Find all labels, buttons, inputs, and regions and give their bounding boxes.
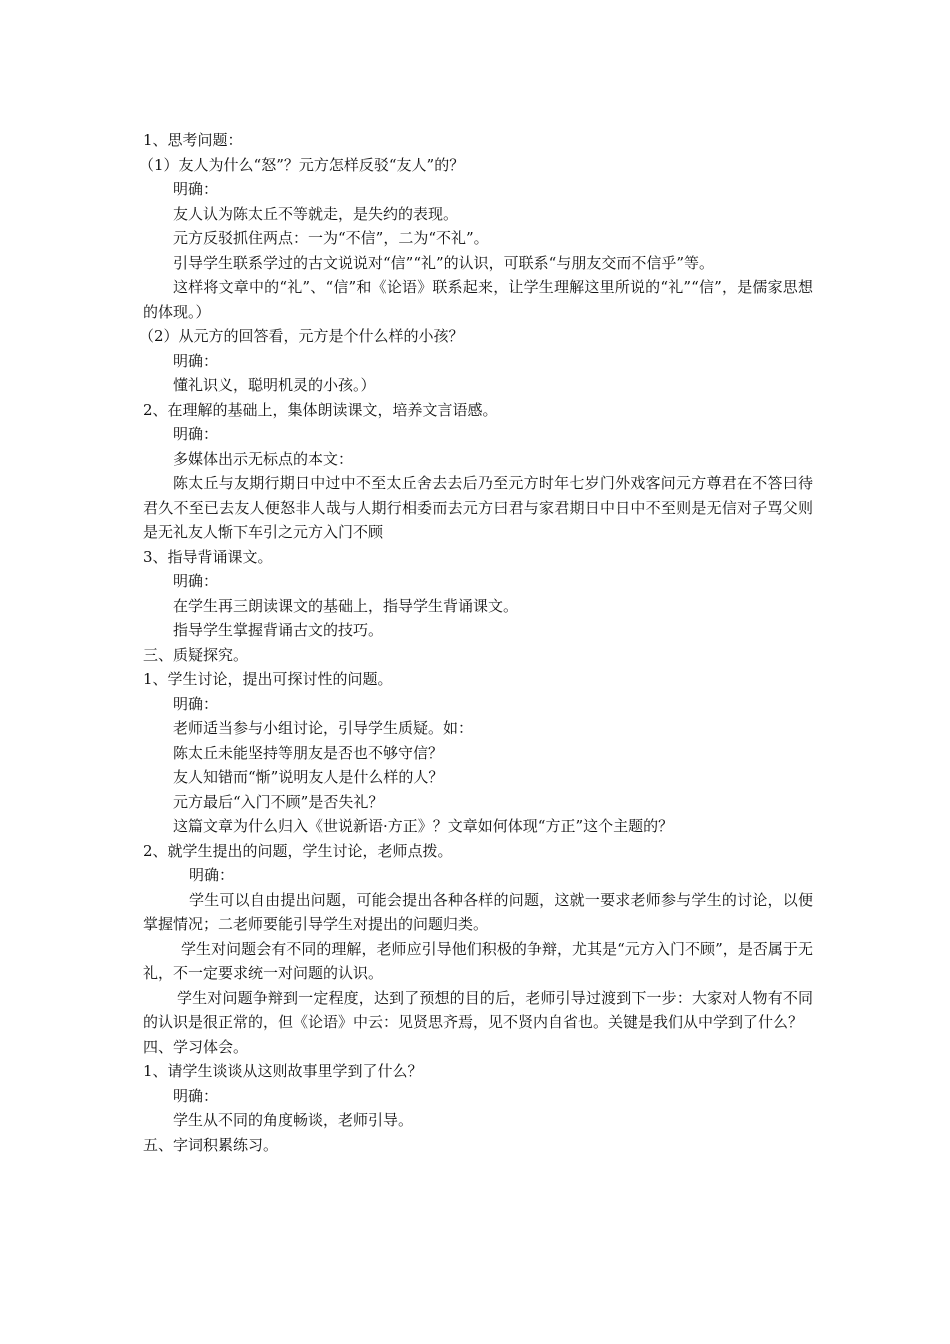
clarify-label: 明确： [173,572,219,590]
discussion-question: 元方最后“入门不顾”是否失礼？ [173,792,384,811]
heading-step-3: 3、指导背诵课文。 [143,547,273,566]
clarify-label: 明确： [173,425,219,443]
paragraph: 元方反驳抓住两点：一为“不信”，二为“不礼”。 [173,229,489,247]
discussion-question: 这篇文章为什么归入《世说新语·方正》？文章如何体现“方正”这个主题的？ [173,817,674,835]
heading-step-2: 2、在理解的基础上，集体朗读课文，培养文言语感。 [143,400,498,419]
lesson-text [139,128,813,1157]
paragraph: 在学生再三朗读课文的基础上，指导学生背诵课文。 [173,596,519,615]
question-2: （2）从元方的回答看，元方是个什么样的小孩？ [139,327,464,345]
paragraph: 学生可以自由提出问题，可能会提出各种各样的问题，这就一要求老师参与学生的讨论，以便掌握情况；二老师要能引导学生对提出的问题归类。 [143,890,813,933]
paragraph: 学生从不同的角度畅谈，老师引导。 [173,1111,414,1129]
section-heading-5: 五、字词积累练习。 [143,1135,279,1154]
section-heading-3: 三、质疑探究。 [143,645,249,664]
clarify-label: 明确： [189,866,235,884]
discussion-question: 友人知错而“惭”说明友人是什么样的人？ [173,768,444,786]
paragraph: 学生对问题争辩到一定程度，达到了预想的目的后，老师引导过渡到下一步：大家对人物有不同的认识是很正常的，但《论语》中云：见贤思齐焉，见不贤内自省也。关键是我们从中学到了什么？ [143,988,813,1031]
clarify-label: 明确： [173,180,219,198]
clarify-label: 明确： [173,351,219,370]
paragraph: 引导学生联系学过的古文说说对“信”“礼”的认识，可联系“与朋友交而不信乎”等。 [173,253,715,272]
section-heading-4: 四、学习体会。 [143,1037,249,1056]
paragraph: 懂礼识义，聪明机灵的小孩。） [173,376,376,394]
heading-discussion-1: 1、学生讨论，提出可探讨性的问题。 [143,670,393,688]
paragraph: 多媒体出示无标点的本文： [173,449,354,468]
unpunctuated-text: 陈太丘与友期行期日中过中不至太丘舍去去后乃至元方时年七岁门外戏客问元方尊君在不答曰待君久不至已去友人便怒非人哉与人期行相委而去元方曰君与家君期日中日中不至则是无信对子骂父则是无礼友人惭下车引之元方入门不顾 [143,474,813,541]
clarify-label: 明确： [173,1086,219,1105]
paragraph: 学生对问题会有不同的理解，老师应引导他们积极的争辩，尤其是“元方入门不顾”，是否属于无礼，不一定要求统一对问题的认识。 [143,939,813,982]
paragraph: 友人认为陈太丘不等就走，是失约的表现。 [173,204,459,223]
question-1: （1）友人为什么“怒”？元方怎样反驳“友人”的？ [139,155,465,174]
discussion-question: 陈太丘未能坚持等朋友是否也不够守信？ [173,743,444,762]
heading-discussion-2: 2、就学生提出的问题，学生讨论，老师点拨。 [143,841,453,860]
paragraph: 老师适当参与小组讨论，引导学生质疑。如： [173,719,474,737]
paragraph: 这样将文章中的“礼”、“信”和《论语》联系起来，让学生理解这里所说的“礼”“信”，是儒家思想的体现。） [143,278,813,321]
heading-reflection-1: 1、请学生谈谈从这则故事里学到了什么？ [143,1062,423,1080]
paragraph: 指导学生掌握背诵古文的技巧。 [173,621,384,639]
heading-think-questions: 1、思考问题： [143,131,243,149]
clarify-label: 明确： [173,694,219,713]
